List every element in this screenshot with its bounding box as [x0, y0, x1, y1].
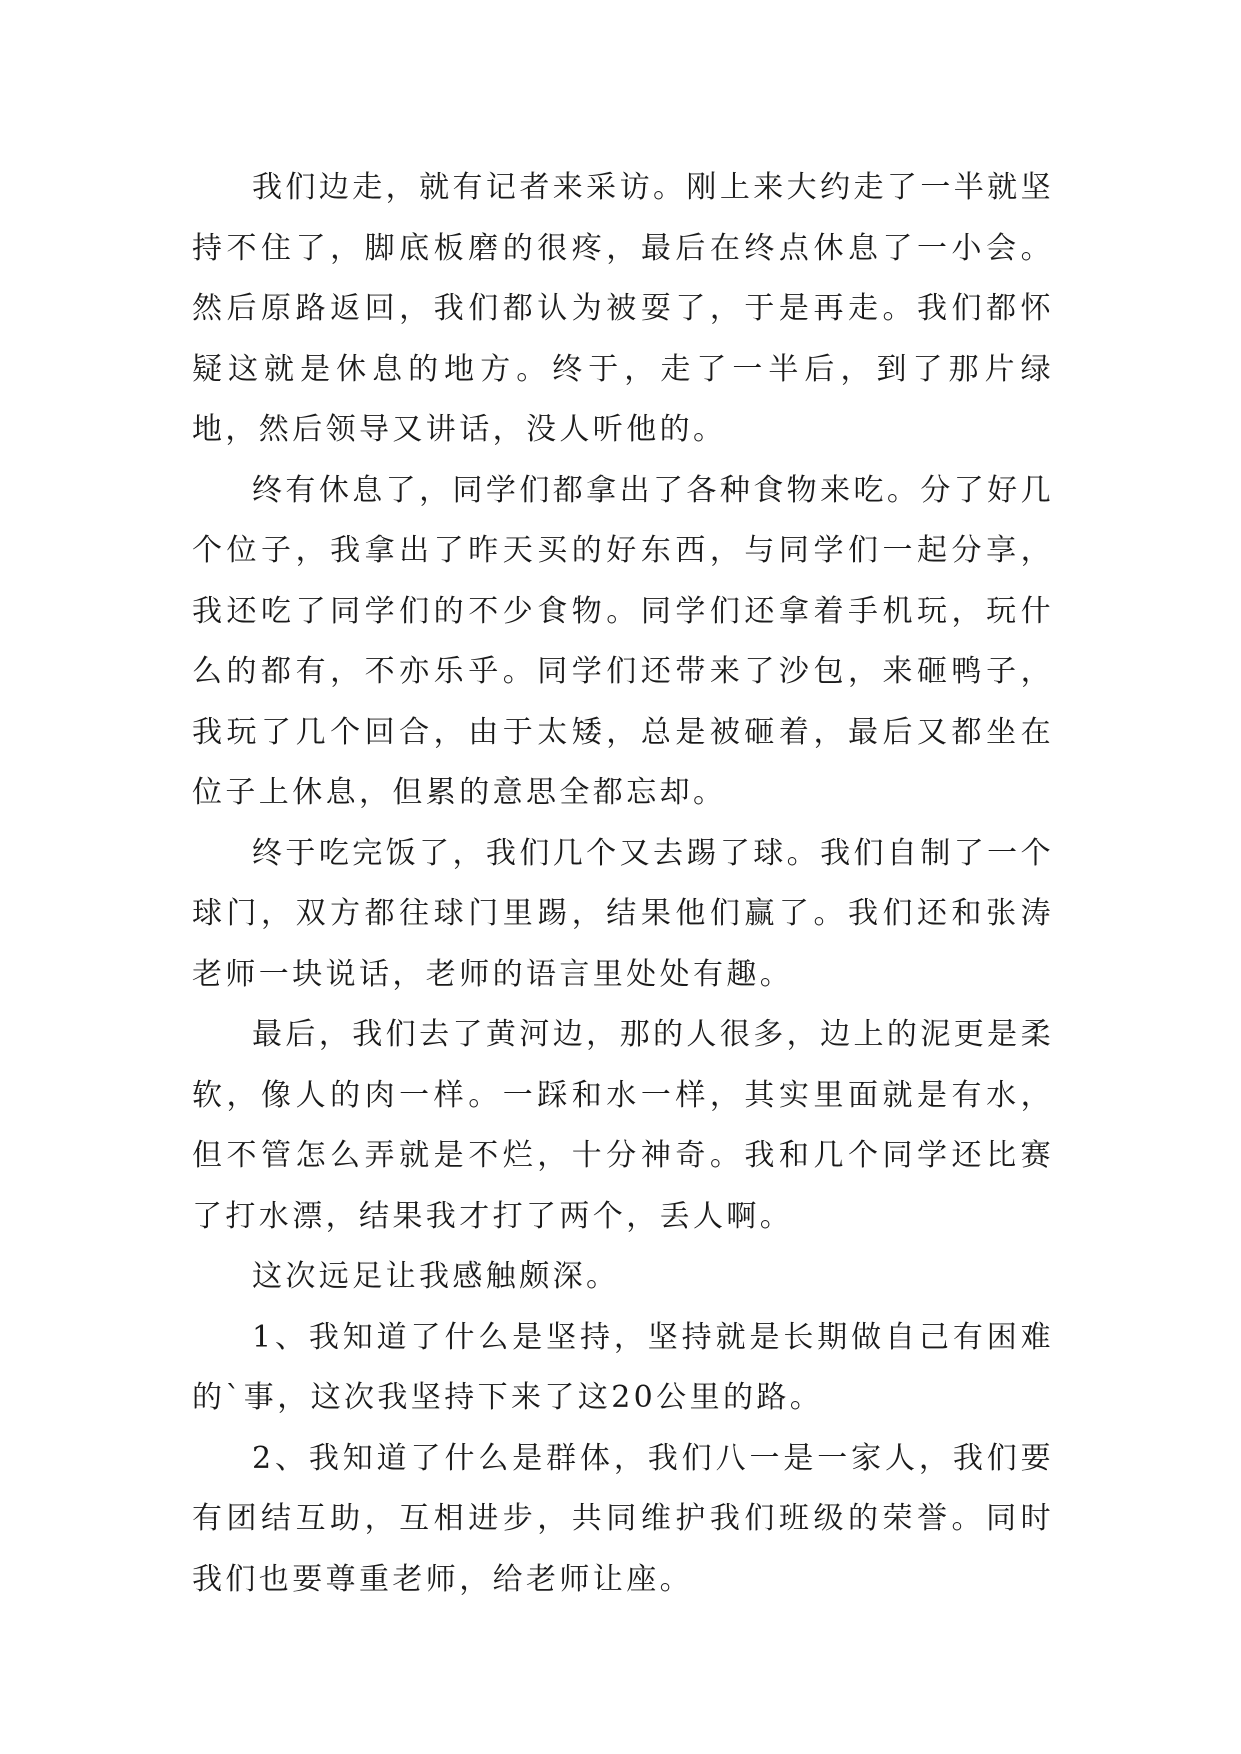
paragraph-point-1: 1、我知道了什么是坚持，坚持就是长期做自己有困难的`事，这次我坚持下来了这20公里的路。	[192, 1319, 1054, 1415]
paragraph-rest: 终有休息了，同学们都拿出了各种食物来吃。分了好几个位子，我拿出了昨天买的好东西，与同学们一起分享，我还吃了同学们的不少食物。同学们还拿着手机玩，玩什么的都有，不亦乐乎。同学们还带来了沙包，来砸鸭子，我玩了几个回合，由于太矮，总是被砸着，最后又都坐在位子上休息，但累的意思全都忘却。	[192, 472, 1054, 810]
paragraph-walk: 我们边走，就有记者来采访。刚上来大约走了一半就坚持不住了，脚底板磨的很疼，最后在终点休息了一小会。然后原路返回，我们都认为被耍了，于是再走。我们都怀疑这就是休息的地方。终于，走了一半后，到了那片绿地，然后领导又讲话，没人听他的。	[192, 170, 1054, 447]
paragraph-yellow-river: 最后，我们去了黄河边，那的人很多，边上的泥更是柔软，像人的肉一样。一踩和水一样，其实里面就是有水，但不管怎么弄就是不烂，十分神奇。我和几个同学还比赛了打水漂，结果我才打了两个，丢人啊。	[192, 1017, 1054, 1234]
document-body	[192, 158, 1054, 1610]
paragraph-reflection: 这次远足让我感触颇深。	[252, 1259, 620, 1294]
paragraph-football: 终于吃完饭了，我们几个又去踢了球。我们自制了一个球门，双方都往球门里踢，结果他们赢了。我们还和张涛老师一块说话，老师的语言里处处有趣。	[192, 835, 1054, 992]
paragraph-point-2: 2、我知道了什么是群体，我们八一是一家人，我们要有团结互助，互相进步，共同维护我们班级的荣誉。同时我们也要尊重老师，给老师让座。	[192, 1440, 1054, 1597]
